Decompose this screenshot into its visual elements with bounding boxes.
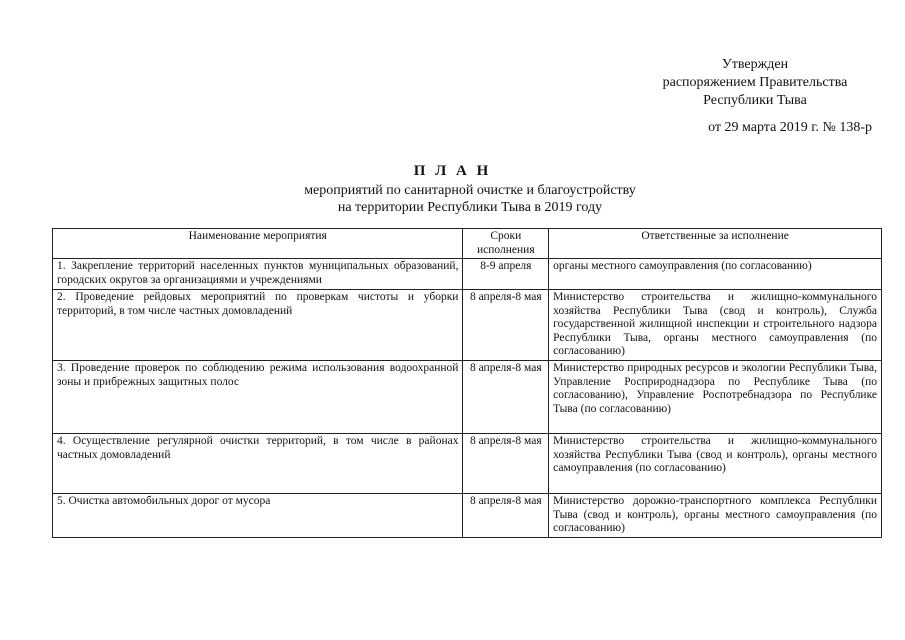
approval-line-approved: Утвержден (721, 57, 789, 72)
row-dates: 8 апреля-8 мая (463, 290, 549, 361)
row-dates: 8 апреля-8 мая (463, 434, 549, 494)
row-name: 2. Проведение рейдовых мероприятий по проверкам чистоты и уборки территорий, в том числе частных домовладений (53, 290, 463, 361)
row-responsible: Министерство строительства и жилищно-коммунального хозяйства Республики Тыва (свод и контроль), органы местного самоуправления (по согласованию) (549, 434, 882, 494)
approval-date: от 29 марта 2019 г. № 138-р (708, 120, 872, 135)
plan-table (52, 228, 882, 538)
approval-line-order: распоряжением Правительства (662, 75, 848, 90)
document-subtitle (220, 182, 720, 216)
subtitle-line-2: на территории Республики Тыва в 2019 году (337, 200, 603, 215)
table-row (53, 259, 882, 290)
row-name: 1. Закрепление территорий населенных пунктов муниципальных образований, городских округов за организациями и учреждениями (53, 259, 463, 290)
table-header-row (53, 229, 882, 259)
row-name: 5. Очистка автомобильных дорог от мусора (53, 494, 463, 538)
row-responsible: Министерство природных ресурсов и экологии Республики Тыва, Управление Росприроднадзора по Республике Тыва (по согласованию), Управление Роспотребнадзора по Республике Тыва (по согласованию) (549, 361, 882, 434)
table-row (53, 361, 882, 434)
approval-line-republic: Республики Тыва (703, 93, 807, 108)
row-name: 3. Проведение проверок по соблюдению режима использования водоохранной зоны и прибрежных защитных полос (53, 361, 463, 434)
row-responsible: Министерство строительства и жилищно-коммунального хозяйства Республики Тыва (свод и контроль), Служба государственной жилищной инспекции и строительного надзора Республики Тыва, органы местного самоуправления (по согласованию) (549, 290, 882, 361)
table-row (53, 494, 882, 538)
row-responsible: органы местного самоуправления (по согласованию) (549, 259, 882, 290)
row-dates: 8 апреля-8 мая (463, 361, 549, 434)
header-responsible: Ответственные за исполнение (549, 229, 882, 259)
approval-stamp (640, 56, 870, 110)
row-responsible: Министерство дорожно-транспортного комплекса Республики Тыва (свод и контроль), органы местного самоуправления (по согласованию) (549, 494, 882, 538)
row-name: 4. Осуществление регулярной очистки территорий, в том числе в районах частных домовладений (53, 434, 463, 494)
row-dates: 8-9 апреля (463, 259, 549, 290)
table-row (53, 434, 882, 494)
row-dates: 8 апреля-8 мая (463, 494, 549, 538)
subtitle-line-1: мероприятий по санитарной очистке и благоустройству (304, 183, 636, 198)
table-row (53, 290, 882, 361)
document-title: П Л А Н (413, 163, 492, 179)
header-dates: Сроки исполнения (463, 229, 549, 259)
header-name: Наименование мероприятия (53, 229, 463, 259)
